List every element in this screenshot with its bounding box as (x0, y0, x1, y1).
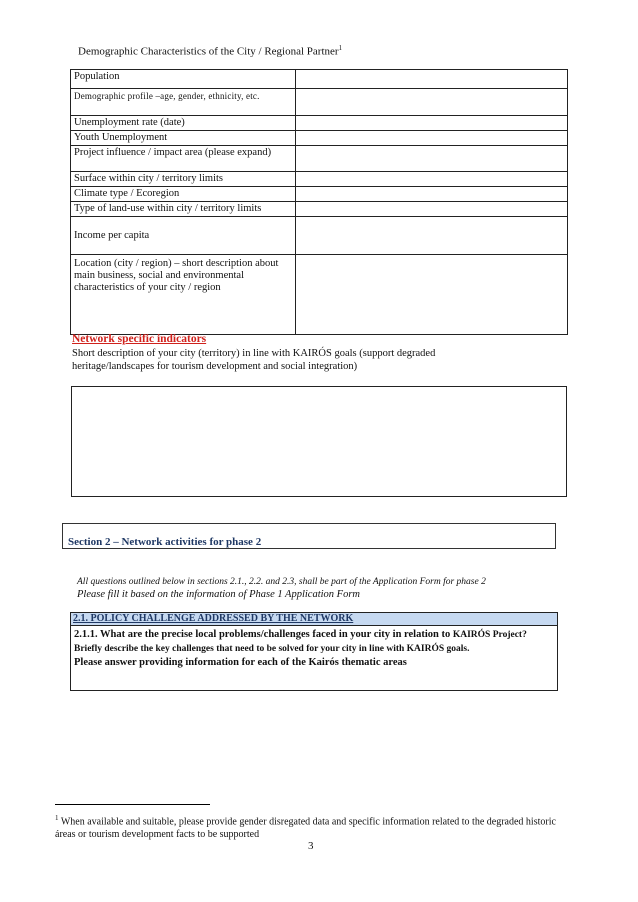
footnote-divider (55, 804, 210, 805)
row-value-land-use[interactable] (296, 202, 568, 217)
demographic-table (70, 69, 568, 335)
section2-label: Section 2 – Network activities for phase 2 (68, 536, 262, 548)
row-value-income[interactable] (296, 217, 568, 255)
row-value-project-influence[interactable] (296, 146, 568, 172)
policy-question-detail: KAIRÓS Project? Briefly describe the key challenges that need to be solved for your city in line with KAIRÓS goals. (74, 630, 527, 654)
footnote-text: When available and suitable, please provide gender disregated data and specific information related to the degraded historic áreas or tourism development facts to be supported (55, 816, 556, 841)
table-row (71, 89, 568, 116)
row-label-land-use: Type of land-use within city / territory limits (71, 202, 296, 217)
network-indicators-answer-box[interactable] (71, 386, 567, 497)
table-row (71, 131, 568, 146)
page-number: 3 (308, 840, 314, 852)
policy-question-main: 2.1.1. What are the precise local problems/challenges faced in your city in relation to (74, 629, 451, 640)
row-label-income: Income per capita (71, 217, 296, 255)
table-row (71, 70, 568, 89)
row-value-unemployment[interactable] (296, 116, 568, 131)
footnote (55, 812, 575, 841)
table-row (71, 202, 568, 217)
table-row (71, 217, 568, 255)
table-row (71, 172, 568, 187)
policy-question (74, 628, 556, 669)
table-row (71, 255, 568, 335)
policy-question-instruction: Please answer providing information for each of the Kairós thematic areas (74, 657, 407, 668)
policy-challenge-header: 2.1. POLICY CHALLENGE ADDRESSED BY THE NETWORK (71, 613, 557, 626)
network-indicators-description: Short description of your city (territory) in line with KAIRÓS goals (support degraded heritage/landscapes for tourism development and social integration) (72, 348, 436, 372)
section2-note: All questions outlined below in sections 2.1., 2.2. and 2.3, shall be part of the Application Form for phase 2 (77, 577, 486, 587)
row-value-youth-unemployment[interactable] (296, 131, 568, 146)
table-row (71, 146, 568, 172)
header-footnote-mark: 1 (338, 44, 343, 52)
page-header (78, 44, 342, 58)
row-label-project-influence: Project influence / impact area (please expand) (71, 146, 296, 172)
row-label-climate: Climate type / Ecoregion (71, 187, 296, 202)
row-label-youth-unemployment: Youth Unemployment (71, 131, 296, 146)
row-value-demographic-profile[interactable] (296, 89, 568, 116)
footnote-mark: 1 (55, 814, 59, 822)
row-value-surface[interactable] (296, 172, 568, 187)
row-label-unemployment: Unemployment rate (date) (71, 116, 296, 131)
table-row (71, 187, 568, 202)
row-value-location[interactable] (296, 255, 568, 335)
row-value-climate[interactable] (296, 187, 568, 202)
row-value-population[interactable] (296, 70, 568, 89)
row-label-location: Location (city / region) – short description about main business, social and environmental characteristics of your city / region (71, 255, 296, 335)
network-indicators-title: Network specific indicators (72, 333, 207, 345)
row-label-population: Population (71, 70, 296, 89)
row-label-surface: Surface within city / territory limits (71, 172, 296, 187)
table-row (71, 116, 568, 131)
section2-note-fill: Please fill it based on the information of Phase 1 Application Form (77, 589, 360, 600)
header-title: Demographic Characteristics of the City / Regional Partner (78, 45, 339, 58)
row-label-demographic-profile: Demographic profile –age, gender, ethnicity, etc. (71, 89, 296, 116)
